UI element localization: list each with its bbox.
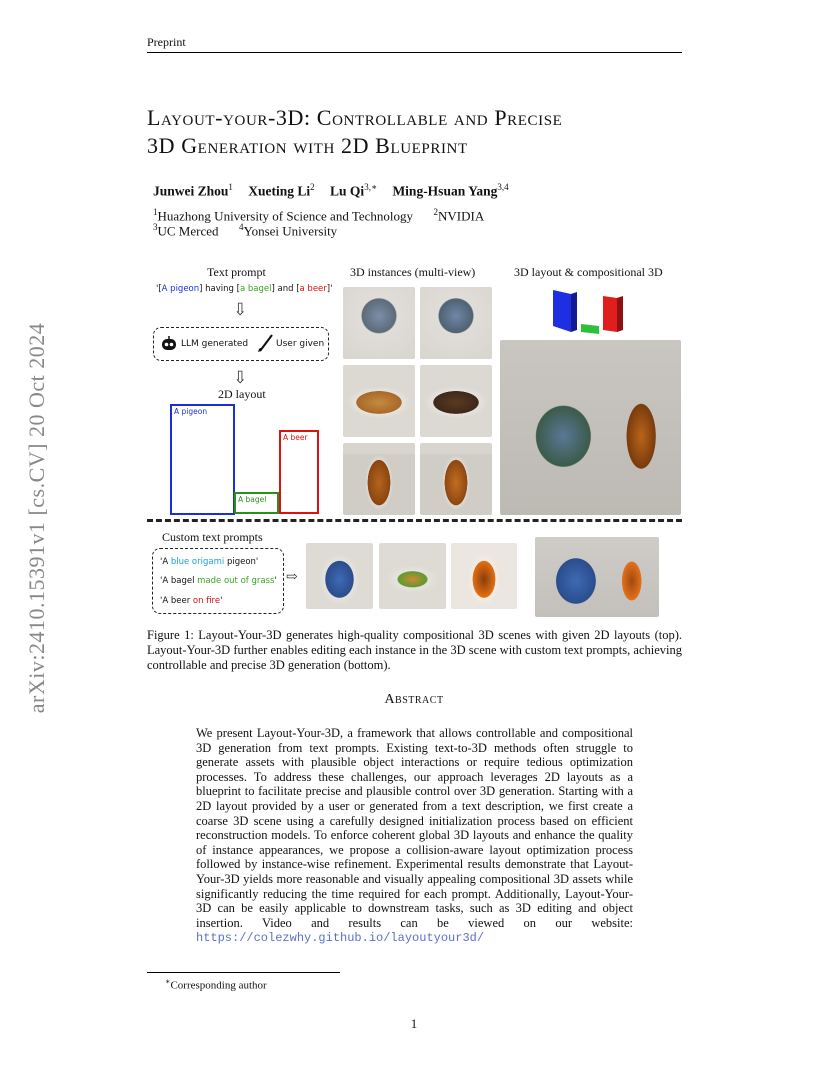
- prompt-part: 'A beer: [160, 596, 193, 606]
- robot-icon: [160, 336, 178, 352]
- prompt-part: ] having [: [199, 284, 240, 294]
- layout-box-bagel: [234, 492, 279, 514]
- layout-box-label: A pigeon: [174, 407, 208, 416]
- author-name: Ming-Hsuan Yang: [392, 183, 498, 199]
- arxiv-sidebar: [22, 283, 52, 753]
- prompt-part: ]': [326, 284, 333, 294]
- fig-col-text-prompt: Text prompt: [207, 265, 266, 279]
- author-sup: 2: [310, 182, 315, 192]
- prompt-part: pigeon': [224, 557, 259, 567]
- abstract-text: We present Layout-Your-3D, a framework that allows controllable and compositional 3D generation from text prompts. Existing text-to-3D methods often struggle to generate assets with plausible object interactions or require tedious optimization processes. To address these challenges, our approach leverages 2D layouts as a blueprint to facilitate precise and plausible control over 3D generation. Starting with a 2D layout provided by a user or generated from a text description, we first create a coarse 3D scene using a carefully designed initialization process based on efficient reconstruction models. To enforce coherent global 3D layouts and enhance the quality of instance appearances, we propose a collision-aware layout optimization process followed by instance-wise refinement. Experimental results demonstrate that Layout-Your-3D yields more reasonable and visually appealing compositional 3D assets while significantly reducing the time required for each prompt. Additionally, Layout-Your-3D can be easily applicable to downstream tasks, such as 3D editing and object insertion. Video and results can be viewed on our website:: [196, 726, 633, 930]
- fig-2d-layout-label: 2D layout: [218, 387, 266, 401]
- brush-icon: [256, 333, 274, 353]
- abstract-body: [196, 726, 633, 946]
- paper-title: [147, 104, 687, 160]
- affil-name: Huazhong University of Science and Technology: [157, 208, 414, 224]
- page-number: 1: [410, 1016, 418, 1031]
- down-arrow-icon: ⇩: [233, 300, 248, 319]
- prompt-part: 'A bagel: [160, 576, 198, 586]
- fig-col-instances: 3D instances (multi-view): [350, 265, 476, 279]
- affil-name: Yonsei University: [243, 223, 338, 239]
- grass-bagel-image: [379, 543, 446, 609]
- figure-caption: Figure 1: Layout-Your-3D generates high-quality compositional 3D scenes with given 2D layouts (top). Layout-Your-3D further enables editing each instance in the 3D scene with custom text prompts, achieving controllable and precise 3D generation (bottom).: [147, 628, 682, 672]
- author-list: [153, 182, 509, 200]
- prompt-source-box: [153, 327, 329, 361]
- prompt-part: ': [220, 596, 223, 606]
- beer-view-2-image: [420, 443, 492, 515]
- custom-prompt-2: [160, 576, 277, 586]
- custom-prompt-3: [160, 596, 222, 606]
- running-header: Preprint: [147, 35, 186, 49]
- prompt-part: ': [274, 576, 277, 586]
- pigeon-view-1-image: [343, 287, 415, 359]
- title-line-1: Layout-your-3D: Controllable and Precise: [147, 105, 563, 130]
- bagel-view-1-image: [343, 365, 415, 437]
- right-arrow-icon: ⇨: [286, 570, 298, 585]
- fig-custom-title: Custom text prompts: [162, 530, 263, 544]
- llm-generated-label: LLM generated: [181, 339, 249, 349]
- down-arrow-icon: ⇩: [233, 368, 248, 387]
- compositional-3d-render-image: [500, 340, 681, 515]
- footnote: [165, 977, 267, 992]
- author-name: Xueting Li: [248, 183, 311, 199]
- footnote-rule: [147, 972, 340, 973]
- arxiv-id-text: arXiv:2410.15391v1 [cs.CV] 20 Oct 2024: [24, 322, 49, 714]
- pigeon-view-2-image: [420, 287, 492, 359]
- edited-composition-image: [535, 537, 659, 617]
- prompt-highlight: blue origami: [170, 557, 225, 567]
- fire-beer-image: [451, 543, 517, 609]
- footnote-mark: ∗: [165, 977, 171, 986]
- user-given-label: User given: [276, 339, 325, 349]
- prompt-part: '[: [156, 284, 162, 294]
- prompt-entity: A pigeon: [161, 284, 200, 294]
- website-link[interactable]: https://colezwhy.github.io/layoutyour3d/: [196, 931, 485, 946]
- fig-col-layout: 3D layout & compositional 3D: [514, 265, 663, 279]
- custom-prompts-box: [152, 548, 284, 614]
- prompt-entity: a bagel: [239, 284, 272, 294]
- origami-pigeon-image: [306, 543, 373, 609]
- layout-box-pigeon: [170, 404, 235, 515]
- fig-prompt-text: [156, 284, 332, 294]
- title-line-2: 3D Generation with 2D Blueprint: [147, 133, 468, 158]
- bagel-view-2-image: [420, 365, 492, 437]
- author-sup: 1: [228, 182, 233, 192]
- author-name: Lu Qi: [330, 183, 365, 199]
- prompt-highlight: on fire: [192, 596, 221, 606]
- affil-sup: 2: [433, 207, 439, 217]
- author-sup: 3,4: [497, 182, 509, 192]
- affil-sup: 1: [153, 207, 158, 217]
- 3d-layout-boxes-image: [545, 286, 635, 338]
- layout-box-beer: [279, 430, 319, 514]
- affiliation-line-2: [153, 222, 337, 239]
- author-name: Junwei Zhou: [153, 183, 229, 199]
- author-sup: 3,∗: [364, 182, 378, 192]
- footnote-text: Corresponding author: [170, 979, 267, 992]
- header-rule: [147, 52, 682, 53]
- beer-view-1-image: [343, 443, 415, 515]
- custom-prompt-1: [160, 557, 258, 567]
- affil-name: NVIDIA: [438, 208, 485, 224]
- abstract-heading: Abstract: [384, 692, 444, 707]
- prompt-part: ] and [: [271, 284, 300, 294]
- prompt-entity: a beer: [299, 284, 327, 294]
- layout-box-label: A beer: [283, 433, 308, 442]
- figure-separator: [147, 519, 682, 522]
- prompt-part: 'A: [160, 557, 171, 567]
- affil-name: UC Merced: [157, 223, 219, 239]
- affil-sup: 3: [153, 222, 158, 232]
- prompt-highlight: made out of grass: [197, 576, 275, 586]
- layout-box-label: A bagel: [238, 495, 267, 504]
- affil-sup: 4: [239, 222, 244, 232]
